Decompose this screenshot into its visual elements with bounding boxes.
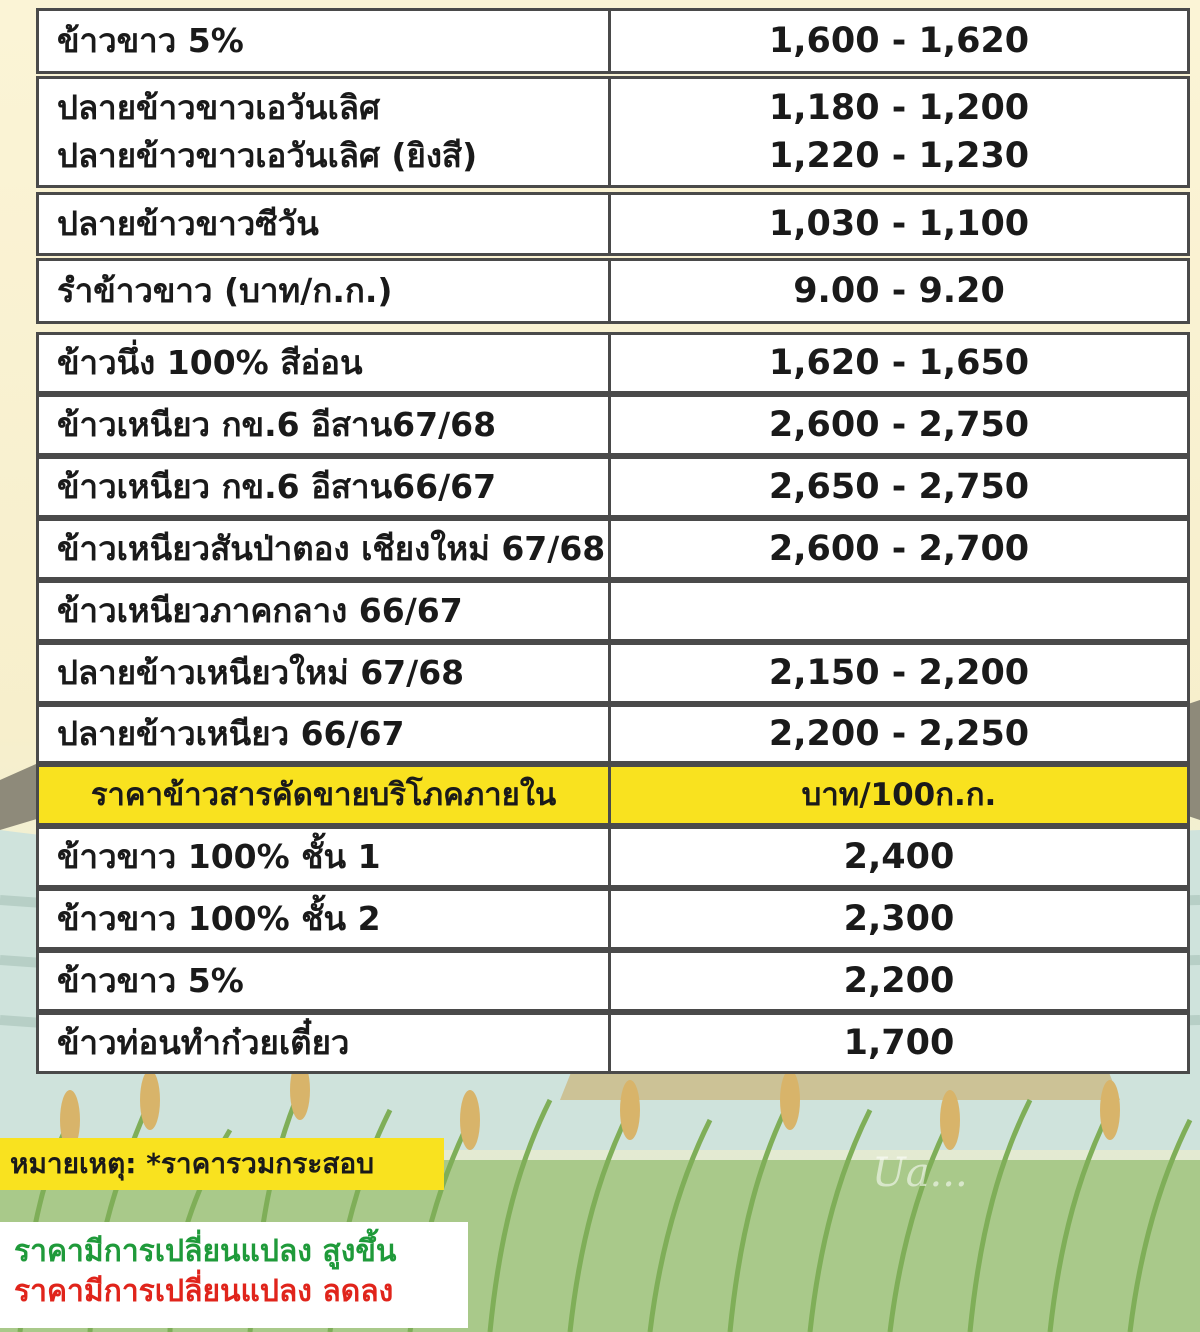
- rice-type-cell: [39, 261, 611, 321]
- domestic-price-row: [36, 826, 1190, 888]
- price-cell: [611, 1015, 1187, 1071]
- rice-type-label: ข้าวขาว 5%: [57, 21, 244, 60]
- rice-type-label: ข้าวขาว 5%: [57, 961, 244, 1000]
- legend-increase-prefix: ราคามีการเปลี่ยนแปลง: [14, 1234, 323, 1269]
- price-cell: [611, 459, 1187, 515]
- rice-type-label: ข้าวเหนียวสันป่าตอง เชียงใหม่ 67/68: [57, 529, 606, 568]
- price-cell: [611, 707, 1187, 761]
- rice-type-cell: [39, 953, 611, 1009]
- price-value: 2,650 - 2,750: [768, 467, 1030, 507]
- watermark-logo: Ua...: [872, 1150, 968, 1196]
- price-value: 1,030 - 1,100: [768, 204, 1030, 244]
- price-row: [36, 258, 1190, 324]
- rice-type-label: ข้าวขาว 100% ชั้น 1: [57, 837, 381, 876]
- price-value: 1,600 - 1,620: [768, 21, 1030, 61]
- price-cell: [611, 521, 1187, 577]
- price-cell: [611, 195, 1187, 253]
- rice-type-label: ปลายข้าวเหนียวใหม่ 67/68: [57, 653, 465, 692]
- rice-type-cell: [39, 335, 611, 391]
- rice-type-label: ข้าวขาว 100% ชั้น 2: [57, 899, 381, 938]
- rice-type-cell: [39, 195, 611, 253]
- price-value: 2,300: [843, 899, 955, 939]
- domestic-price-row: [36, 950, 1190, 1012]
- price-row: [36, 456, 1190, 518]
- price-row: [36, 704, 1190, 764]
- rice-type-cell: [39, 829, 611, 885]
- price-cell: [611, 261, 1187, 321]
- domestic-header-title: [39, 767, 611, 823]
- price-value: 2,200 - 2,250: [768, 714, 1030, 754]
- rice-type-cell: [39, 707, 611, 761]
- legend-decrease: [14, 1272, 468, 1312]
- price-value: 2,200: [843, 961, 955, 1001]
- price-value: 1,700: [843, 1023, 955, 1063]
- price-value: 9.00 - 9.20: [793, 271, 1005, 311]
- price-value: 2,400: [843, 837, 955, 877]
- rice-type-cell: [39, 397, 611, 453]
- price-row: [36, 518, 1190, 580]
- price-cell: [611, 953, 1187, 1009]
- price-cell: [611, 891, 1187, 947]
- price-cell: [611, 79, 1187, 185]
- rice-type-cell: [39, 521, 611, 577]
- rice-type-label: ข้าวเหนียว กข.6 อีสาน67/68: [57, 405, 497, 444]
- rice-type-cell: [39, 583, 611, 639]
- domestic-header-row: [36, 764, 1190, 826]
- price-value: 2,600 - 2,700: [768, 529, 1030, 569]
- rice-type-cell: [39, 1015, 611, 1071]
- footnote-text: หมายเหตุ: *ราคารวมกระสอบ: [10, 1147, 374, 1180]
- price-cell: [611, 829, 1187, 885]
- domestic-header-label: ราคาข้าวสารคัดขายบริโภคภายใน: [90, 777, 557, 813]
- rice-type-label: รำข้าวขาว (บาท/ก.ก.): [57, 271, 393, 310]
- price-row: [36, 394, 1190, 456]
- price-value: 1,620 - 1,650: [768, 343, 1030, 383]
- price-row: [36, 192, 1190, 256]
- rice-type-label: ข้าวนึ่ง 100% สีอ่อน: [57, 343, 363, 382]
- price-row: [36, 8, 1190, 74]
- legend-decrease-prefix: ราคามีการเปลี่ยนแปลง: [14, 1274, 323, 1309]
- price-row: [36, 642, 1190, 704]
- rice-type-cell: [39, 11, 611, 71]
- price-value: 1,220 - 1,230: [768, 136, 1030, 176]
- rice-type-label: ข้าวท่อนทำก๋วยเตี๋ยว: [57, 1023, 350, 1062]
- legend-increase-word: สูงขึ้น: [322, 1234, 397, 1269]
- rice-type-label: ปลายข้าวขาวซีวัน: [57, 204, 319, 243]
- domestic-price-row: [36, 888, 1190, 950]
- price-row: [36, 580, 1190, 642]
- rice-type-cell: [39, 459, 611, 515]
- rice-type-label: ข้าวเหนียวภาคกลาง 66/67: [57, 591, 463, 630]
- rice-type-cell: [39, 79, 611, 185]
- legend-increase: [14, 1232, 468, 1272]
- domestic-price-row: [36, 1012, 1190, 1074]
- price-value: 2,150 - 2,200: [768, 653, 1030, 693]
- footnote: [0, 1138, 444, 1190]
- rice-type-label: ปลายข้าวขาวเอวันเลิศ (ยิงสี): [57, 136, 478, 175]
- price-row: [36, 332, 1190, 394]
- price-cell: [611, 11, 1187, 71]
- price-value: 2,600 - 2,750: [768, 405, 1030, 445]
- price-cell: [611, 645, 1187, 701]
- price-row: [36, 76, 1190, 188]
- legend-decrease-word: ลดลง: [322, 1274, 394, 1309]
- domestic-unit-label: บาท/100ก.ก.: [801, 777, 997, 813]
- price-cell: [611, 335, 1187, 391]
- color-legend: [0, 1222, 468, 1328]
- rice-type-label: ปลายข้าวเหนียว 66/67: [57, 714, 405, 753]
- rice-type-cell: [39, 645, 611, 701]
- rice-type-cell: [39, 891, 611, 947]
- domestic-header-unit: [611, 767, 1187, 823]
- price-cell: [611, 583, 1187, 639]
- rice-type-label: ข้าวเหนียว กข.6 อีสาน66/67: [57, 467, 497, 506]
- rice-type-label: ปลายข้าวขาวเอวันเลิศ: [57, 88, 380, 127]
- price-value: 1,180 - 1,200: [768, 88, 1030, 128]
- price-cell: [611, 397, 1187, 453]
